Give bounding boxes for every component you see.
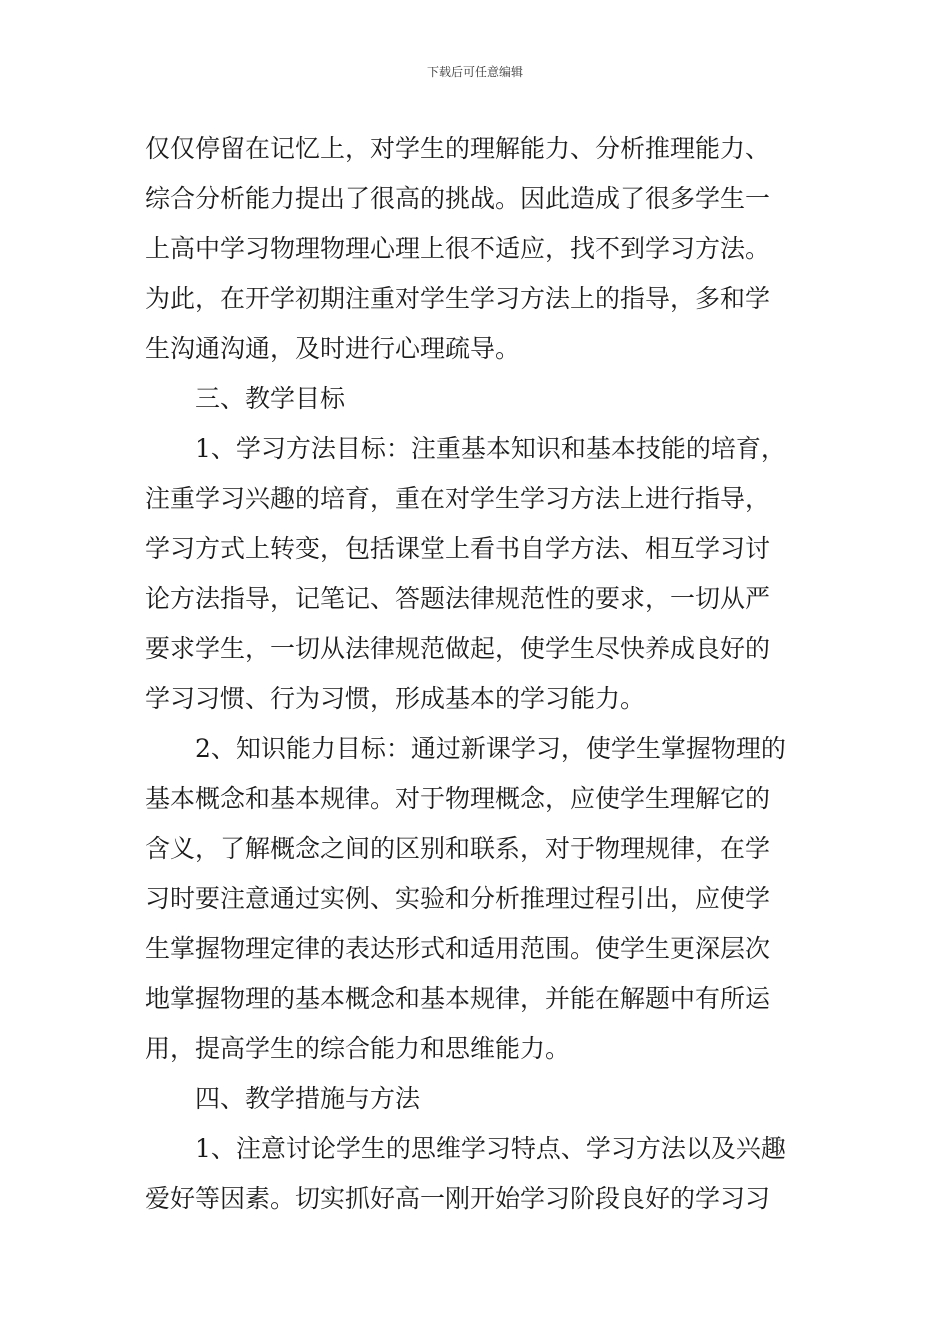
text-line: 仅仅停留在记忆上，对学生的理解能力、分析推理能力、 xyxy=(145,134,771,163)
text-line: 地掌握物理的基本概念和基本规律，并能在解题中有所运 xyxy=(145,984,771,1013)
text-line: 生沟通沟通，及时进行心理疏导。 xyxy=(145,334,521,363)
text-line: 注重学习兴趣的培育，重在对学生学习方法上进行指导， xyxy=(145,484,771,513)
text-line: 学习习惯、行为习惯，形成基本的学习能力。 xyxy=(145,684,646,713)
text-line: 要求学生，一切从法律规范做起，使学生尽快养成良好的 xyxy=(145,634,771,663)
text-line: 上高中学习物理物理心理上很不适应，找不到学习方法。 xyxy=(145,234,771,263)
section-heading: 四、教学措施与方法 xyxy=(195,1084,421,1113)
text-line: 用，提高学生的综合能力和思维能力。 xyxy=(145,1034,571,1063)
page-header-note: 下载后可任意编辑 xyxy=(426,65,523,79)
text-line: 2、知识能力目标：通过新课学习，使学生掌握物理的 xyxy=(195,734,786,763)
text-line: 学习方式上转变，包括课堂上看书自学方法、相互学习讨 xyxy=(145,534,771,563)
text-line: 论方法指导，记笔记、答题法律规范性的要求，一切从严 xyxy=(145,584,771,613)
text-line: 为此，在开学初期注重对学生学习方法上的指导，多和学 xyxy=(145,284,771,313)
text-line: 爱好等因素。切实抓好高一刚开始学习阶段良好的学习习 xyxy=(145,1184,771,1213)
text-line: 含义，了解概念之间的区别和联系，对于物理规律，在学 xyxy=(145,834,771,863)
text-line: 1、注意讨论学生的思维学习特点、学习方法以及兴趣 xyxy=(195,1134,786,1163)
text-line: 习时要注意通过实例、实验和分析推理过程引出，应使学 xyxy=(145,884,771,913)
document-body xyxy=(145,124,810,1224)
text-line: 1、学习方法目标：注重基本知识和基本技能的培育， xyxy=(195,434,786,463)
section-heading: 三、教学目标 xyxy=(195,384,346,413)
text-line: 基本概念和基本规律。对于物理概念，应使学生理解它的 xyxy=(145,784,771,813)
text-line: 综合分析能力提出了很高的挑战。因此造成了很多学生一 xyxy=(145,184,771,213)
text-line: 生掌握物理定律的表达形式和适用范围。使学生更深层次 xyxy=(145,934,771,963)
